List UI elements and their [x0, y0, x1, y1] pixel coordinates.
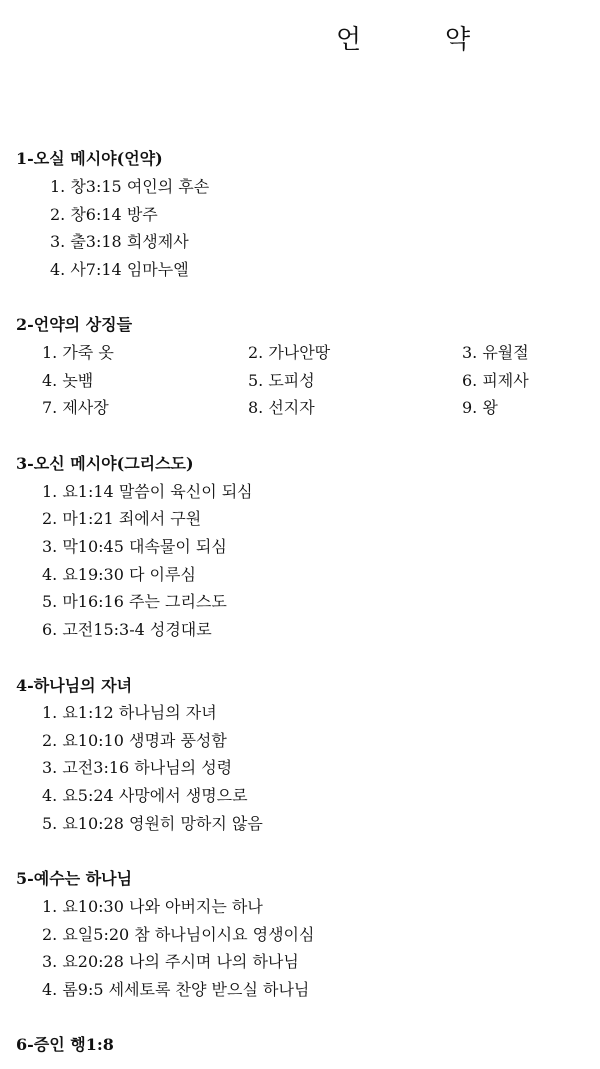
grid-item: 1. 가죽 옷 [42, 343, 114, 362]
list-item: 3. 요20:28 나의 주시며 나의 하나님 [42, 952, 299, 971]
list-item: 1. 요10:30 나와 아버지는 하나 [42, 897, 263, 916]
list-item: 4. 사7:14 임마누엘 [50, 260, 189, 279]
list-item: 1. 요1:14 말씀이 육신이 되심 [42, 482, 253, 501]
section-heading: 1-오실 메시야(언약) [16, 149, 163, 168]
list-item: 4. 요5:24 사망에서 생명으로 [42, 786, 248, 805]
list-item: 2. 요10:10 생명과 풍성함 [42, 731, 227, 750]
list-item: 5. 요10:28 영원히 망하지 않음 [42, 814, 263, 833]
grid-item: 6. 피제사 [462, 371, 529, 390]
grid-item: 8. 선지자 [248, 398, 315, 417]
list-item: 3. 고전3:16 하나님의 성령 [42, 758, 233, 777]
section-heading: 5-예수는 하나님 [16, 869, 133, 888]
page-title-char-1: 언 [336, 25, 362, 55]
grid-item: 2. 가나안땅 [248, 343, 331, 362]
list-item: 3. 막10:45 대속물이 되심 [42, 537, 227, 556]
section-heading: 4-하나님의 자녀 [16, 676, 133, 695]
list-item: 1. 창3:15 여인의 후손 [50, 177, 210, 196]
page-title [0, 22, 600, 58]
list-item: 2. 마1:21 죄에서 구원 [42, 509, 202, 528]
list-item: 6. 고전15:3-4 성경대로 [42, 620, 212, 639]
page-title-char-2: 약 [445, 25, 471, 55]
list-item: 2. 요일5:20 참 하나님이시요 영생이심 [42, 925, 315, 944]
list-item: 5. 마16:16 주는 그리스도 [42, 592, 227, 611]
grid-item: 4. 놋뱀 [42, 371, 94, 390]
grid-item: 9. 왕 [462, 398, 498, 417]
section-heading: 3-오신 메시야(그리스도) [16, 454, 194, 473]
grid-item: 7. 제사장 [42, 398, 109, 417]
list-item: 3. 출3:18 희생제사 [50, 232, 189, 251]
section-heading: 6-증인 행1:8 [16, 1035, 114, 1054]
grid-item: 5. 도피성 [248, 371, 315, 390]
list-item: 1. 요1:12 하나님의 자녀 [42, 703, 217, 722]
list-item: 4. 롬9:5 세세토록 찬양 받으실 하나님 [42, 980, 310, 999]
section-heading: 2-언약의 상징들 [16, 315, 133, 334]
list-item: 4. 요19:30 다 이루심 [42, 565, 196, 584]
grid-item: 3. 유월절 [462, 343, 529, 362]
list-item: 2. 창6:14 방주 [50, 205, 158, 224]
